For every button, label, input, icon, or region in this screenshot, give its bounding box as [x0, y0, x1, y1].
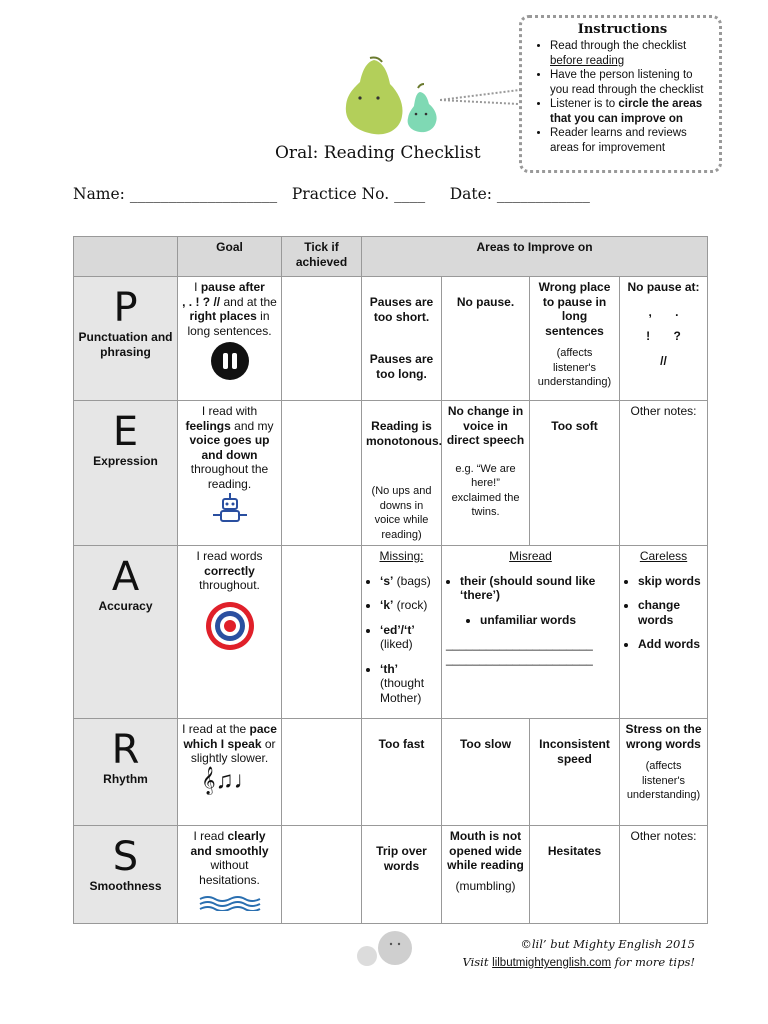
header-areas: Areas to Improve on [362, 237, 708, 277]
row-accuracy [74, 546, 708, 719]
pea-cell [74, 277, 178, 401]
area-cell[interactable]: Wrong place to pause in long sentences (affects listener's understanding) [530, 277, 620, 401]
row-rhythm [74, 719, 708, 826]
letter-e: E [112, 409, 139, 455]
robot-icon [211, 491, 249, 527]
header-goal: Goal [178, 237, 282, 277]
row-expression [74, 401, 708, 546]
list-item: • change words [638, 598, 703, 627]
checklist-table [73, 236, 708, 924]
pause-icon [211, 342, 249, 380]
area-cell[interactable]: Careless • skip words • change words • Add words [620, 546, 708, 719]
header-tick: Tick if achieved [282, 237, 362, 277]
area-cell[interactable]: Stress on the wrong words (affects listener's understanding) [620, 719, 708, 826]
goal-cell: I read at the pace which I speak or slightly slower. 𝄞♫♩ [178, 719, 282, 826]
pea-cell [74, 826, 178, 924]
goal-cell: I read words correctly throughout. [178, 546, 282, 719]
target-icon [205, 601, 255, 651]
area-cell[interactable]: No pause. [442, 277, 530, 401]
pea-cell [74, 719, 178, 826]
tick-cell[interactable] [282, 277, 362, 401]
area-cell[interactable]: No change in voice in direct speech e.g. “We are here!” exclaimed the twins. [442, 401, 530, 546]
pears-illustration [338, 52, 448, 136]
pea-cell [74, 401, 178, 546]
tick-cell[interactable] [282, 719, 362, 826]
music-notes-icon: 𝄞♫♩ [201, 766, 258, 794]
category-name: Accuracy [98, 599, 153, 613]
waves-icon [198, 895, 262, 911]
goal-cell: I read clearly and smoothly without hesitations. [178, 826, 282, 924]
instructions-box [519, 15, 722, 173]
area-cell[interactable]: Pauses are too short. Pauses are too long. [362, 277, 442, 401]
area-cell[interactable]: Too slow [442, 719, 530, 826]
row-punctuation [74, 277, 708, 401]
date-field[interactable]: Date: ____________ [449, 185, 590, 203]
list-item: • their (should sound like ‘there’) [460, 574, 615, 603]
letter-a: A [111, 554, 140, 600]
letter-s: S [112, 834, 139, 880]
instruction-item: • Listener is to circle the areas that you can improve on [550, 97, 713, 126]
area-cell[interactable]: Reading is monotonous. (No ups and downs in voice while reading) [362, 401, 442, 546]
category-name: Smoothness [89, 879, 162, 893]
area-cell[interactable]: Mouth is not opened wide while reading (mumbling) [442, 826, 530, 924]
category-name: Punctuation and phrasing [78, 330, 173, 359]
area-cell[interactable]: Hesitates [530, 826, 620, 924]
pea-cell [74, 546, 178, 719]
list-item: • unfamiliar words [480, 613, 615, 628]
area-cell[interactable]: No pause at: , . ! ? // [620, 277, 708, 401]
instruction-item: • Reader learns and reviews areas for improvement [550, 126, 713, 155]
instructions-heading: Instructions [577, 22, 668, 37]
area-cell[interactable]: Missing: • ‘s’ (bags) • ‘k’ (rock) • ‘ed’/‘t’ (liked) • ‘th’ (thought Mother) [362, 546, 442, 719]
letter-p: P [113, 285, 138, 331]
website-link[interactable]: lilbutmightyenglish.com [492, 957, 612, 969]
tick-cell[interactable] [282, 826, 362, 924]
area-cell[interactable]: Too fast [362, 719, 442, 826]
list-item: • ‘k’ (rock) [380, 598, 437, 613]
instruction-item: • Have the person listening to you read through the checklist [550, 68, 713, 97]
area-cell[interactable]: Inconsistent speed [530, 719, 620, 826]
area-cell[interactable]: Too soft [530, 401, 620, 546]
instruction-item: • Read through the checklist before reading [550, 39, 713, 68]
list-item: • skip words [638, 574, 703, 589]
page-title: Oral: Reading Checklist [275, 143, 481, 163]
footer-logo-icon [355, 930, 417, 970]
letter-r: R [111, 727, 140, 773]
bubble-tail [440, 88, 522, 108]
footer-visit: Visit lilbutmightyenglish.com for more tips! [462, 955, 695, 969]
header-row [74, 237, 708, 277]
header-blank [74, 237, 178, 277]
copyright: ©lil’ but Mighty English 2015 [520, 937, 695, 951]
goal-cell: I read with feelings and my voice goes up and down throughout the reading. [178, 401, 282, 546]
area-cell[interactable]: Other notes: [620, 826, 708, 924]
area-cell[interactable]: Other notes: [620, 401, 708, 546]
list-item: • Add words [638, 637, 703, 652]
goal-cell: I pause after , . ! ? // and at the right places in long sentences. [178, 277, 282, 401]
row-smoothness [74, 826, 708, 924]
area-cell[interactable]: Trip over words [362, 826, 442, 924]
area-cell[interactable]: Misread • their (should sound like ‘there’) • unfamiliar words ______________________ ______________________ [442, 546, 620, 719]
info-fields [73, 185, 590, 203]
tick-cell[interactable] [282, 401, 362, 546]
footer [455, 935, 695, 972]
list-item: • ‘s’ (bags) [380, 574, 437, 589]
list-item: • ‘ed’/‘t’ (liked) [380, 623, 437, 652]
category-name: Rhythm [103, 772, 148, 786]
list-item: • ‘th’ (thought Mother) [380, 662, 437, 706]
name-field[interactable]: Name: ___________________ [73, 185, 278, 203]
category-name: Expression [93, 454, 158, 468]
practice-field[interactable]: Practice No. ____ [291, 185, 426, 203]
tick-cell[interactable] [282, 546, 362, 719]
